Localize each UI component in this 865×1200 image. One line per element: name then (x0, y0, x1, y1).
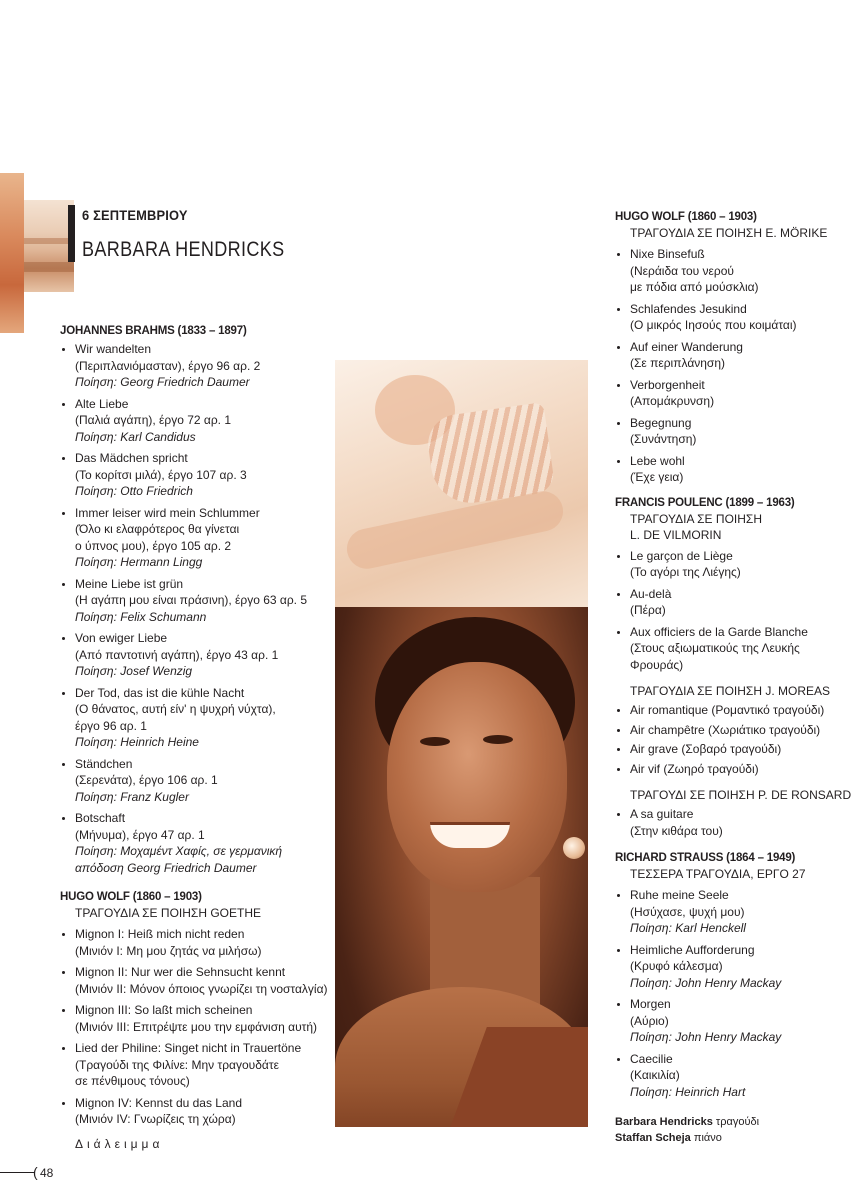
cycle-title-moreas: ΤΡΑΓΟΥΔΙΑ ΣΕ ΠΟΙΗΣΗ J. MOREAS (630, 684, 830, 698)
song-detail: (Νεράιδα του νερού (630, 263, 734, 278)
song-poet: Ποίηση: John Henry Mackay (630, 975, 782, 990)
song-item (615, 996, 855, 1046)
intermission-label: Διάλειμμα (75, 1136, 164, 1151)
composer-heading: JOHANNES BRAHMS (1833 – 1897) (60, 325, 247, 337)
song-item (60, 341, 332, 391)
song-poet: Ποίηση: Μοχαμέντ Χαφίς, σε γερμανική (75, 844, 283, 858)
page-number: 48 (40, 1166, 54, 1180)
song-poet: Ποίηση: Heinrich Hart (630, 1084, 746, 1099)
header-bar (68, 205, 75, 262)
song-list (615, 806, 855, 839)
composer-heading: HUGO WOLF (1860 – 1903) (60, 891, 202, 903)
song-detail: (Το αγόρι της Λιέγης) (630, 565, 741, 579)
song-title: Mignon II: Nur wer die Sehnsucht kennt (75, 965, 286, 979)
song-poet: Ποίηση: Karl Henckell (630, 921, 746, 935)
song-item: Air vif (Ζωηρό τραγούδι) (615, 761, 855, 778)
song-title: Caecilie (630, 1051, 673, 1066)
song-item (615, 887, 855, 937)
edge-photo-strip (0, 173, 24, 333)
song-detail: (Σε περιπλάνηση) (630, 356, 726, 370)
composer-heading: HUGO WOLF (1860 – 1903) (615, 211, 757, 223)
song-detail: (Παλιά αγάπη), έργο 72 αρ. 1 (75, 413, 231, 427)
cycle-title: ΤΡΑΓΟΥΔΙΑ ΣΕ ΠΟΙΗΣΗ E. MÖRIKE (630, 226, 828, 240)
song-detail: (Μινιόν IV: Γνωρίζεις τη χώρα) (75, 1112, 236, 1126)
song-title: Ständchen (75, 756, 133, 771)
song-item (60, 964, 332, 997)
song-title: Alte Liebe (75, 396, 129, 411)
song-detail: (Τραγούδι της Φιλίνε: Μην τραγουδάτε (75, 1057, 279, 1072)
song-poet: Ποίηση: Felix Schumann (75, 609, 207, 624)
song-title: Morgen (630, 997, 671, 1011)
song-list (60, 926, 332, 1128)
song-title: Immer leiser wird mein Schlummer (75, 505, 260, 520)
page-number-bracket: ( (33, 1164, 38, 1180)
song-detail: (Στην κιθάρα του) (630, 823, 723, 838)
right-column (615, 210, 855, 1146)
concert-date: 6 ΣΕΠΤΕΜΒΡΙΟΥ (82, 207, 188, 223)
song-item (615, 1051, 855, 1101)
cycle-title-cont: L. DE VILMORIN (630, 527, 722, 542)
song-detail: (Σερενάτα), έργο 106 αρ. 1 (75, 773, 218, 787)
song-title: Lebe wohl (630, 453, 685, 468)
song-title: Botschaft (75, 811, 126, 825)
song-detail: (Μήνυμα), έργο 47 αρ. 1 (75, 827, 205, 842)
left-column (60, 324, 332, 1159)
song-list (615, 887, 855, 1100)
song-detail: (Έχε γεια) (630, 470, 684, 484)
song-detail: (Ησύχασε, ψυχή μου) (630, 904, 745, 919)
performer-role: τραγούδι (715, 1116, 760, 1128)
song-item (60, 1002, 332, 1035)
page-number-rule (0, 1172, 34, 1173)
pianist-photo (335, 360, 588, 607)
song-item (615, 624, 855, 674)
song-item (60, 810, 332, 876)
wolf-morike-section (615, 210, 855, 486)
song-detail: (Από παντοτινή αγάπη), έργο 43 αρ. 1 (75, 647, 279, 662)
song-title: Der Tod, das ist die kühle Nacht (75, 685, 245, 700)
song-item (615, 339, 855, 372)
cycle-title: ΤΡΑΓΟΥΔΙΑ ΣΕ ΠΟΙΗΣΗ (630, 511, 762, 526)
song-detail: (Κρυφό κάλεσμα) (630, 959, 723, 973)
song-detail-cont: σε πένθιμους τόνους) (75, 1074, 190, 1088)
song-detail-cont: ο ύπνος μου), έργο 105 αρ. 2 (75, 538, 232, 553)
song-title: Mignon I: Heiß mich nicht reden (75, 927, 245, 941)
song-item (60, 396, 332, 446)
song-title: Das Mädchen spricht (75, 451, 188, 465)
song-item: Air champêtre (Χωριάτικο τραγούδι) (615, 722, 855, 739)
performer-line (615, 1114, 855, 1130)
song-item (615, 806, 855, 839)
song-detail: (Μινιόν ΙΙ: Μόνον όποιος γνωρίζει τη νοσταλγία) (75, 981, 328, 996)
song-item (615, 942, 855, 992)
song-title: Le garçon de Liège (630, 548, 733, 563)
song-detail-cont: με πόδια από μούσκλια) (630, 280, 759, 294)
song-poet: Ποίηση: Karl Candidus (75, 429, 196, 444)
song-poet: Ποίηση: Otto Friedrich (75, 484, 193, 498)
song-list (615, 702, 855, 777)
song-title: Begegnung (630, 415, 692, 430)
song-title: Ruhe meine Seele (630, 888, 729, 902)
cycle-title: ΤΕΣΣΕΡΑ ΤΡΑΓΟΥΔΙΑ, ΕΡΓΟ 27 (630, 867, 806, 881)
song-detail: (Αύριο) (630, 1013, 669, 1028)
song-detail: (Μινιόν Ι: Μη μου ζητάς να μιλήσω) (75, 943, 262, 958)
song-poet-cont: απόδοση Georg Friedrich Daumer (75, 860, 257, 875)
song-item (615, 548, 855, 581)
header-photo (24, 200, 74, 292)
performer-line (615, 1130, 855, 1146)
song-poet: Ποίηση: Hermann Lingg (75, 555, 203, 569)
song-detail: (Στους αξιωματικούς της Λευκής (630, 641, 800, 655)
song-poet: Ποίηση: Heinrich Heine (75, 735, 199, 749)
song-title: Auf einer Wanderung (630, 339, 743, 354)
song-detail: (Μινιόν ΙΙΙ: Επιτρέψτε μου την εμφάνιση αυτή) (75, 1019, 318, 1034)
song-item (60, 926, 332, 959)
cycle-title: ΤΡΑΓΟΥΔΙΑ ΣΕ ΠΟΙΗΣΗ GOETHE (75, 906, 261, 920)
song-detail-cont: Φρουράς) (630, 657, 684, 672)
song-detail: (Πέρα) (630, 603, 666, 617)
song-title: Heimliche Aufforderung (630, 942, 755, 957)
song-detail: (Απομάκρυνση) (630, 394, 715, 408)
song-detail: (Όλο κι ελαφρότερος θα γίνεται (75, 522, 240, 536)
song-title: Nixe Binsefuß (630, 247, 705, 261)
song-detail: (Ο μικρός Ιησούς που κοιμάται) (630, 318, 797, 332)
song-item (615, 301, 855, 334)
song-item (615, 415, 855, 448)
song-title: Au-delà (630, 586, 672, 601)
song-detail: (Η αγάπη μου είναι πράσινη), έργο 63 αρ. 5 (75, 593, 308, 607)
song-item (615, 377, 855, 410)
song-title: Meine Liebe ist grün (75, 576, 184, 591)
song-item (60, 505, 332, 571)
song-title: Verborgenheit (630, 377, 705, 392)
song-detail: (Ο θάνατος, αυτή είν' η ψυχρή νύχτα), (75, 702, 276, 716)
composer-heading: RICHARD STRAUSS (1864 – 1949) (615, 852, 796, 864)
song-list (60, 341, 332, 876)
song-item (60, 1040, 332, 1090)
song-title: Mignon IV: Kennst du das Land (75, 1095, 243, 1110)
song-detail: (Περιπλανιόμασταν), έργο 96 αρ. 2 (75, 358, 261, 373)
song-detail: (Συνάντηση) (630, 432, 697, 446)
singer-portrait-photo (335, 607, 588, 1127)
song-item (60, 450, 332, 500)
song-item (615, 586, 855, 619)
song-item (615, 246, 855, 296)
wolf-goethe-section (60, 890, 332, 1152)
poulenc-section (615, 496, 855, 840)
song-title: Aux officiers de la Garde Blanche (630, 624, 808, 639)
song-item (60, 576, 332, 626)
song-item (60, 756, 332, 806)
performers (615, 1114, 855, 1146)
song-item (60, 1095, 332, 1128)
song-detail: (Καικιλία) (630, 1068, 680, 1082)
song-detail-cont: έργο 96 αρ. 1 (75, 718, 147, 733)
brahms-section (60, 324, 332, 876)
song-title: Lied der Philine: Singet nicht in Trauertöne (75, 1041, 302, 1055)
artist-name: BARBARA HENDRICKS (82, 238, 285, 261)
performer-name: Barbara Hendricks (615, 1116, 713, 1128)
cycle-title-ronsard: ΤΡΑΓΟΥΔΙ ΣΕ ΠΟΙΗΣΗ P. DE RONSARD (630, 788, 852, 802)
song-poet: Ποίηση: Georg Friedrich Daumer (75, 375, 250, 389)
strauss-section (615, 851, 855, 1100)
song-list (615, 246, 855, 486)
song-item (60, 630, 332, 680)
song-title: Mignon III: So laßt mich scheinen (75, 1003, 253, 1017)
song-item: Air grave (Σοβαρό τραγούδι) (615, 741, 855, 758)
song-item (615, 453, 855, 486)
song-poet: Ποίηση: Franz Kugler (75, 789, 189, 804)
song-poet: Ποίηση: Josef Wenzig (75, 664, 193, 678)
composer-heading: FRANCIS POULENC (1899 – 1963) (615, 496, 795, 509)
song-title: Schlafendes Jesukind (630, 301, 747, 316)
song-title: Wir wandelten (75, 342, 152, 356)
performer-role: πιάνο (693, 1132, 722, 1144)
song-item (60, 685, 332, 751)
performer-name: Staffan Scheja (615, 1132, 691, 1144)
song-item: Air romantique (Ρομαντικό τραγούδι) (615, 702, 855, 719)
song-detail: (Το κορίτσι μιλά), έργο 107 αρ. 3 (75, 467, 247, 482)
song-title: Von ewiger Liebe (75, 631, 168, 645)
song-poet: Ποίηση: John Henry Mackay (630, 1030, 782, 1044)
song-title: A sa guitare (630, 807, 694, 821)
song-list (615, 548, 855, 674)
